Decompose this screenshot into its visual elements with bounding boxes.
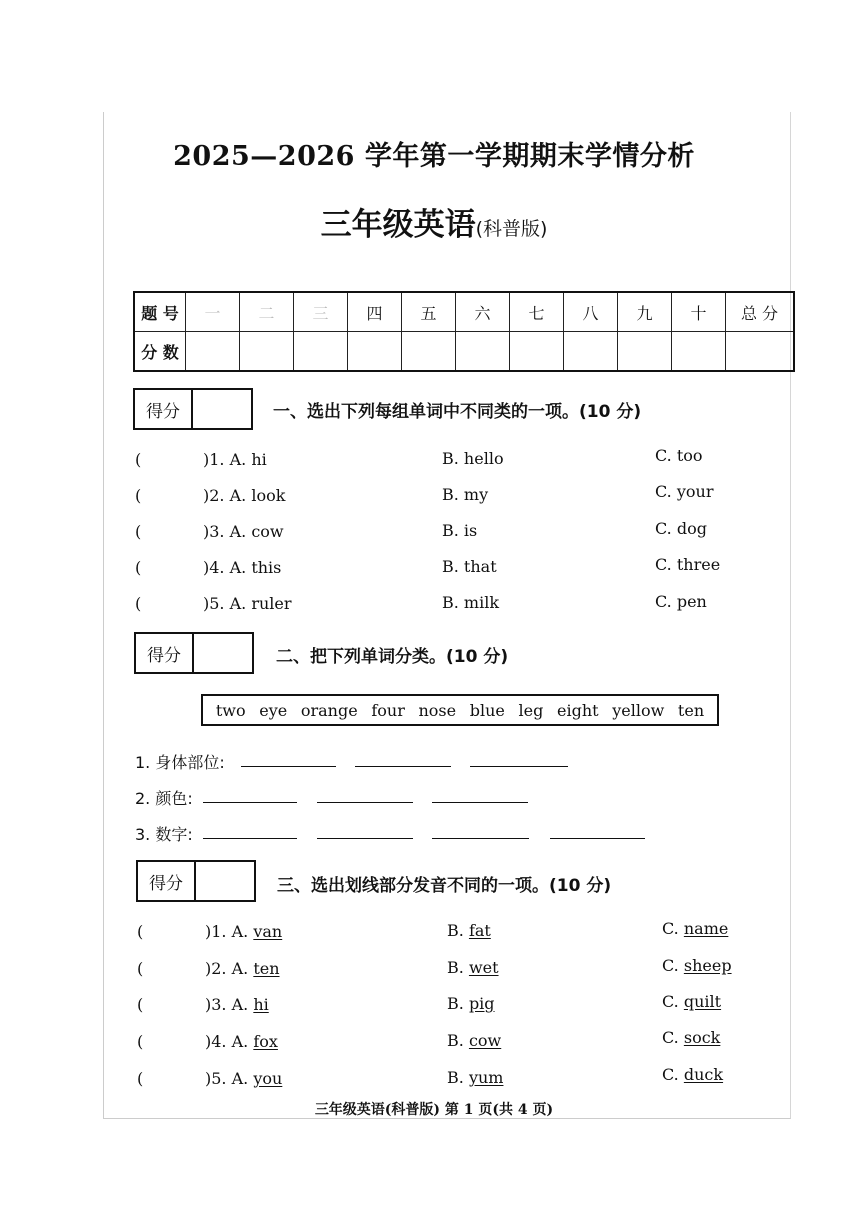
question-number [205,995,269,1014]
answer-paren[interactable]: ( [137,1069,144,1088]
score-cell[interactable] [348,332,402,372]
answer-paren[interactable]: ( [135,450,142,469]
exam-title: 2025—2026 学年第一学期期末学情分析 [173,141,695,172]
row-label-number: 题 号 [134,292,186,332]
word-bank-item: eye [259,700,288,720]
answer-blank[interactable] [203,838,297,839]
score-cell[interactable] [294,332,348,372]
question-option-a: )4. A. this [203,558,282,577]
option-a-word: fox [253,1032,278,1051]
section3-title: 三、选出划线部分发音不同的一项。(10 分) [277,876,612,896]
question-number [205,1032,278,1051]
score-cell[interactable] [240,332,294,372]
word-bank-item: leg [518,700,544,720]
column-header: 四 [348,292,402,332]
option-b-word: fat [468,921,491,940]
score-box-input[interactable] [194,634,252,672]
answer-paren[interactable]: ( [137,1032,144,1051]
score-cell[interactable] [402,332,456,372]
word-bank-item: four [371,700,405,720]
option-a-label: )3. A. [205,995,249,1014]
option-c-word: sheep [683,956,732,975]
question-option-c: C. dog [655,519,707,538]
score-cell[interactable] [456,332,510,372]
answer-paren[interactable]: ( [135,486,142,505]
option-b [447,994,495,1013]
option-b [447,1068,503,1087]
word-bank-item: ten [677,700,705,720]
score-box-label: 得分 [136,634,194,672]
score-table-score-row [134,332,794,372]
column-header: 八 [564,292,618,332]
option-b-label: B. [447,921,464,940]
edition-label: (科普版) [475,218,548,240]
word-bank-item: two [215,700,246,720]
section2-score-box [134,632,254,674]
answer-blank[interactable] [317,838,413,839]
option-c-label: C. [662,919,679,938]
option-c-word: sock [683,1028,721,1047]
score-cell[interactable] [618,332,672,372]
answer-paren[interactable]: ( [137,922,144,941]
question-option-c: C. your [655,482,714,501]
answer-blank[interactable] [241,766,336,767]
subject-title: 三年级英语 [320,207,476,243]
answer-paren[interactable]: ( [135,558,142,577]
option-b [447,921,491,940]
category-numbers: 3. 数字: [135,825,193,844]
column-header: 六 [456,292,510,332]
option-b-word: yum [468,1068,504,1087]
question-option-a: )5. A. ruler [203,594,292,613]
question-option-b: B. milk [442,593,500,612]
score-cell[interactable] [564,332,618,372]
answer-blank[interactable] [432,802,528,803]
score-table-header-row [134,292,794,332]
option-b-label: B. [447,1068,464,1087]
score-box-input[interactable] [196,862,254,900]
option-b-word: pig [468,994,495,1013]
option-b-word: cow [468,1031,502,1050]
option-c [662,1065,723,1084]
section1-score-box [133,388,253,430]
answer-blank[interactable] [203,802,297,803]
option-a-label: )2. A. [205,959,249,978]
score-cell[interactable] [672,332,726,372]
question-option-c: C. pen [655,592,707,611]
question-option-a: )3. A. cow [203,522,284,541]
option-c-word: quilt [683,992,722,1011]
option-a-label: )4. A. [205,1032,249,1051]
option-a-word: you [253,1069,283,1088]
option-a-word: ten [253,959,280,978]
question-number [205,922,282,941]
option-b-label: B. [447,994,464,1013]
word-bank [201,694,719,726]
section3-score-box [136,860,256,902]
question-option-b: B. is [442,521,478,540]
option-b-label: B. [447,1031,464,1050]
answer-blank[interactable] [355,766,451,767]
answer-blank[interactable] [550,838,645,839]
option-a-label: )5. A. [205,1069,249,1088]
option-c [662,919,728,938]
question-number [205,959,280,978]
question-option-c: C. too [655,446,703,465]
answer-blank[interactable] [317,802,413,803]
option-a-word: hi [253,995,269,1014]
option-b-label: B. [447,958,464,977]
word-bank-item: yellow [612,700,665,720]
answer-paren[interactable]: ( [137,959,144,978]
exam-subtitle [0,199,868,244]
score-box-input[interactable] [193,390,251,428]
option-a-label: )1. A. [205,922,249,941]
question-option-b: B. that [442,557,497,576]
section1-title: 一、选出下列每组单词中不同类的一项。(10 分) [273,402,642,422]
option-c-word: duck [683,1065,724,1084]
question-option-b: B. hello [442,449,504,468]
answer-blank[interactable] [470,766,568,767]
option-c [662,992,721,1011]
score-table [133,291,795,372]
option-b-word: wet [468,958,499,977]
column-header: 一 [186,292,240,332]
option-c-label: C. [662,956,679,975]
column-header: 九 [618,292,672,332]
option-c-word: name [683,919,729,938]
question-option-c: C. three [655,555,721,574]
word-bank-item: nose [418,700,457,720]
question-number [205,1069,282,1088]
option-c [662,1028,720,1047]
word-bank-item: eight [557,700,599,720]
total-header: 总 分 [726,292,795,332]
option-c-label: C. [662,1065,679,1084]
category-body-parts: 1. 身体部位: [135,753,225,772]
section2-title: 二、把下列单词分类。(10 分) [276,647,509,667]
answer-blank[interactable] [432,838,529,839]
answer-paren[interactable]: ( [135,594,142,613]
answer-paren[interactable]: ( [135,522,142,541]
question-option-b: B. my [442,485,489,504]
word-bank-item: orange [300,700,358,720]
score-cell[interactable] [186,332,240,372]
column-header: 十 [672,292,726,332]
option-a-word: van [253,922,283,941]
column-header: 七 [510,292,564,332]
answer-paren[interactable]: ( [137,995,144,1014]
column-header: 二 [240,292,294,332]
column-header: 五 [402,292,456,332]
row-label-score: 分 数 [134,332,186,372]
option-c [662,956,732,975]
category-colors: 2. 颜色: [135,789,193,808]
option-c-label: C. [662,992,679,1011]
page-footer: 三年级英语(科普版) 第 1 页(共 4 页) [314,1102,554,1118]
column-header: 三 [294,292,348,332]
word-bank-item: blue [469,700,505,720]
total-score-cell[interactable] [726,332,795,372]
question-option-a: )2. A. look [203,486,286,505]
score-cell[interactable] [510,332,564,372]
score-box-label: 得分 [135,390,193,428]
score-box-label: 得分 [138,862,196,900]
option-b [447,958,499,977]
option-b [447,1031,501,1050]
question-option-a: )1. A. hi [203,450,267,469]
option-c-label: C. [662,1028,679,1047]
